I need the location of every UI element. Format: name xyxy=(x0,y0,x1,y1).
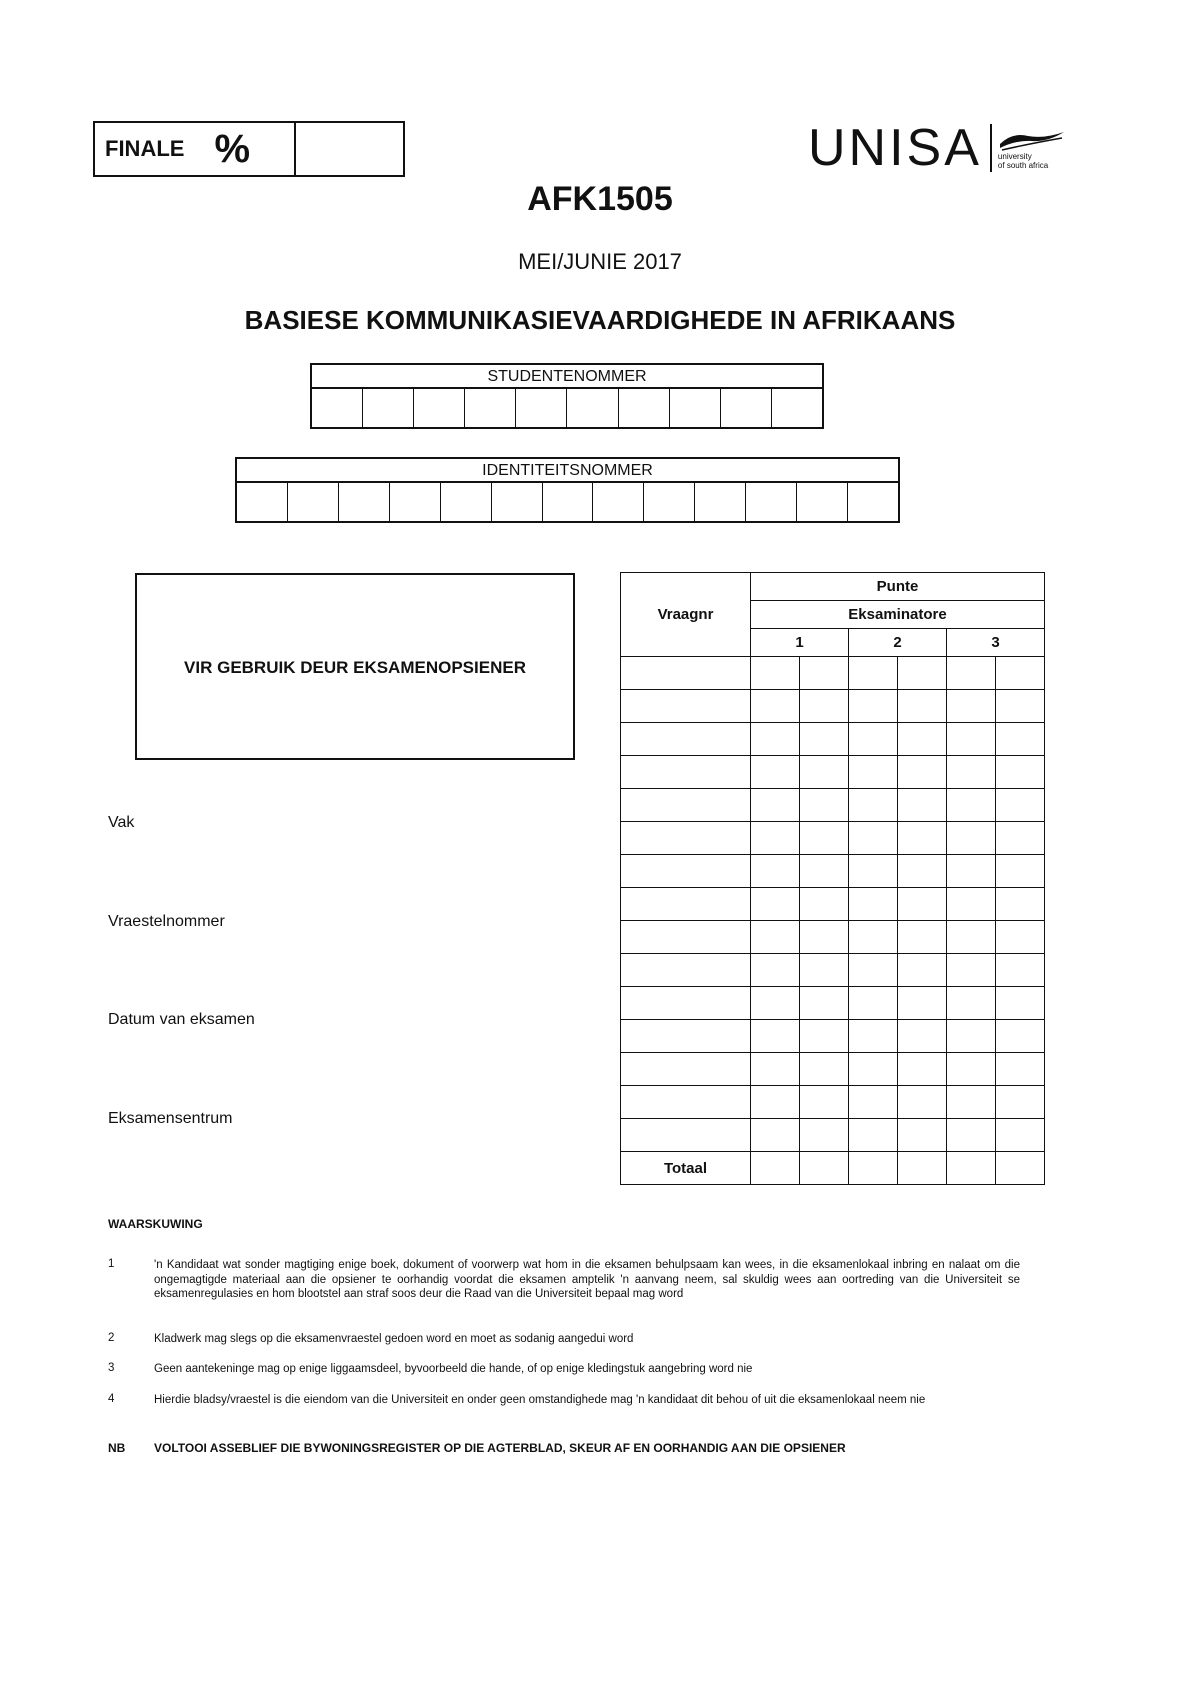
question-number-cell[interactable] xyxy=(621,954,751,987)
marks-row xyxy=(621,1020,1045,1053)
id-number-digit[interactable] xyxy=(797,483,848,521)
mark-cell[interactable] xyxy=(898,822,947,855)
mark-cell[interactable] xyxy=(849,921,898,954)
id-number-digit[interactable] xyxy=(644,483,695,521)
mark-cell[interactable] xyxy=(947,1020,996,1053)
warning-item-number: 2 xyxy=(108,1332,115,1344)
warning-item-text: 'n Kandidaat wat sonder magtiging enige boek, dokument of voorwerp wat hom in die eksamen behulpsaam kan wees, in die eksamenlokaal inbring en nalaat om die ongemagtigde materiaal aan die opsiener te oorhandig voordat die eksamen amptelik 'n aanvang neem, sal skuldig wees aan oortreding van die Universiteit se eksamenregulasies en hom blootstel aan straf soos deur die Raad van die Universiteit bepaal mag word xyxy=(154,1259,1020,1300)
mark-cell[interactable] xyxy=(751,1020,800,1053)
mark-cell[interactable] xyxy=(751,1119,800,1152)
mark-cell[interactable] xyxy=(800,1086,849,1119)
id-number-label: IDENTITEITSNOMMER xyxy=(237,459,898,483)
student-number-digit[interactable] xyxy=(465,389,516,427)
total-mark-cell[interactable] xyxy=(800,1152,849,1185)
marks-row xyxy=(621,1119,1045,1152)
percent-sign: % xyxy=(214,126,251,171)
logo-subtitle-2: of south africa xyxy=(997,161,1049,170)
final-mark-box xyxy=(93,121,405,177)
warning-item-number: 3 xyxy=(108,1362,115,1374)
id-number-digit[interactable] xyxy=(543,483,594,521)
warning-item-text: Geen aantekeninge mag op enige liggaamsdeel, byvoorbeeld die hande, of op enige kledingstuk aangebring word nie xyxy=(154,1363,753,1375)
mark-cell[interactable] xyxy=(996,921,1045,954)
mark-cell[interactable] xyxy=(947,789,996,822)
marks-row xyxy=(621,657,1045,690)
mark-cell[interactable] xyxy=(898,657,947,690)
subject-label: Vak xyxy=(108,814,135,831)
mark-cell[interactable] xyxy=(849,1020,898,1053)
mark-cell[interactable] xyxy=(751,723,800,756)
mark-cell[interactable] xyxy=(947,855,996,888)
mark-cell[interactable] xyxy=(800,1119,849,1152)
mark-cell[interactable] xyxy=(800,987,849,1020)
marks-row xyxy=(621,690,1045,723)
id-number-digit[interactable] xyxy=(288,483,339,521)
mark-cell[interactable] xyxy=(996,822,1045,855)
student-number-digit[interactable] xyxy=(772,389,822,427)
mark-cell[interactable] xyxy=(947,690,996,723)
final-mark-input[interactable] xyxy=(296,123,403,175)
course-title: BASIESE KOMMUNIKASIEVAARDIGHEDE IN AFRIKAANS xyxy=(244,305,956,335)
mark-cell[interactable] xyxy=(751,954,800,987)
nb-text: VOLTOOI ASSEBLIEF DIE BYWONINGSREGISTER OP DIE AGTERBLAD, SKEUR AF EN OORHANDIG AAN DIE OPSIENER xyxy=(154,1441,846,1455)
marks-row xyxy=(621,1053,1045,1086)
mark-cell[interactable] xyxy=(751,756,800,789)
warning-item-number: 1 xyxy=(108,1258,115,1270)
mark-cell[interactable] xyxy=(751,1053,800,1086)
warning-item-text: Kladwerk mag slegs op die eksamenvraestel gedoen word en moet as sodanig aangedui word xyxy=(154,1333,634,1345)
mark-cell[interactable] xyxy=(800,690,849,723)
marks-row xyxy=(621,888,1045,921)
mark-cell[interactable] xyxy=(996,756,1045,789)
mark-cell[interactable] xyxy=(751,921,800,954)
warning-item-number: 4 xyxy=(108,1393,115,1405)
logo-wordmark: UNISA xyxy=(808,119,982,177)
student-number-digit[interactable] xyxy=(567,389,618,427)
mark-cell[interactable] xyxy=(898,1053,947,1086)
mark-cell[interactable] xyxy=(947,1053,996,1086)
invigilator-label: VIR GEBRUIK DEUR EKSAMENOPSIENER xyxy=(184,658,526,677)
id-number-digit[interactable] xyxy=(848,483,898,521)
mark-cell[interactable] xyxy=(800,1020,849,1053)
mark-cell[interactable] xyxy=(800,657,849,690)
exam-centre-label: Eksamensentrum xyxy=(108,1110,233,1127)
unisa-logo xyxy=(808,118,1068,178)
mark-cell[interactable] xyxy=(751,789,800,822)
marks-row xyxy=(621,756,1045,789)
mark-cell[interactable] xyxy=(800,822,849,855)
mark-cell[interactable] xyxy=(751,855,800,888)
mark-cell[interactable] xyxy=(996,987,1045,1020)
question-number-cell[interactable] xyxy=(621,888,751,921)
mark-cell[interactable] xyxy=(800,1053,849,1086)
mark-cell[interactable] xyxy=(996,1119,1045,1152)
marks-row xyxy=(621,855,1045,888)
student-number-digit[interactable] xyxy=(619,389,670,427)
id-number-digit[interactable] xyxy=(593,483,644,521)
mark-cell[interactable] xyxy=(751,1086,800,1119)
mark-cell[interactable] xyxy=(898,1086,947,1119)
logo-divider xyxy=(990,124,992,172)
student-number-digit[interactable] xyxy=(312,389,363,427)
id-number-digit[interactable] xyxy=(339,483,390,521)
question-number-cell[interactable] xyxy=(621,789,751,822)
question-number-cell[interactable] xyxy=(621,723,751,756)
mark-cell[interactable] xyxy=(947,921,996,954)
mark-cell[interactable] xyxy=(800,855,849,888)
logo-bird-icon xyxy=(998,126,1068,152)
mark-cell[interactable] xyxy=(751,690,800,723)
mark-cell[interactable] xyxy=(849,1119,898,1152)
question-number-cell[interactable] xyxy=(621,921,751,954)
marks-table xyxy=(620,572,1045,1185)
marks-row xyxy=(621,789,1045,822)
mark-cell[interactable] xyxy=(898,756,947,789)
mark-cell[interactable] xyxy=(800,723,849,756)
question-number-cell[interactable] xyxy=(621,855,751,888)
student-number-digit[interactable] xyxy=(516,389,567,427)
mark-cell[interactable] xyxy=(898,723,947,756)
question-number-cell[interactable] xyxy=(621,1086,751,1119)
marks-row xyxy=(621,921,1045,954)
final-label: FINALE xyxy=(105,136,185,161)
mark-cell[interactable] xyxy=(898,690,947,723)
marks-header: Punte xyxy=(751,573,1045,601)
mark-cell[interactable] xyxy=(849,888,898,921)
mark-cell[interactable] xyxy=(898,987,947,1020)
warning-heading: WAARSKUWING xyxy=(108,1217,203,1231)
mark-cell[interactable] xyxy=(947,822,996,855)
total-label: Totaal xyxy=(621,1152,751,1185)
marks-row xyxy=(621,723,1045,756)
mark-cell[interactable] xyxy=(800,789,849,822)
id-number-digit[interactable] xyxy=(746,483,797,521)
id-number-digit[interactable] xyxy=(237,483,288,521)
paper-number-label: Vraestelnommer xyxy=(108,913,225,930)
question-number-cell[interactable] xyxy=(621,987,751,1020)
mark-cell[interactable] xyxy=(898,855,947,888)
total-mark-cell[interactable] xyxy=(751,1152,800,1185)
warning-item-text: Hierdie bladsy/vraestel is die eiendom van die Universiteit en onder geen omstandighede mag 'n kandidaat dit behou of uit die eksamenlokaal neem nie xyxy=(154,1394,926,1406)
mark-cell[interactable] xyxy=(996,1053,1045,1086)
mark-cell[interactable] xyxy=(849,657,898,690)
mark-cell[interactable] xyxy=(849,723,898,756)
mark-cell[interactable] xyxy=(947,888,996,921)
mark-cell[interactable] xyxy=(849,822,898,855)
id-number-digit[interactable] xyxy=(492,483,543,521)
mark-cell[interactable] xyxy=(947,1119,996,1152)
question-number-cell[interactable] xyxy=(621,657,751,690)
mark-cell[interactable] xyxy=(898,954,947,987)
course-code: AFK1505 xyxy=(527,180,673,218)
mark-cell[interactable] xyxy=(849,789,898,822)
mark-cell[interactable] xyxy=(849,954,898,987)
marks-row xyxy=(621,987,1045,1020)
mark-cell[interactable] xyxy=(751,888,800,921)
mark-cell[interactable] xyxy=(996,789,1045,822)
total-mark-cell[interactable] xyxy=(947,1152,996,1185)
mark-cell[interactable] xyxy=(898,921,947,954)
examiners-header: Eksaminatore xyxy=(751,601,1045,629)
mark-cell[interactable] xyxy=(800,888,849,921)
mark-cell[interactable] xyxy=(800,921,849,954)
mark-cell[interactable] xyxy=(947,1086,996,1119)
question-number-cell[interactable] xyxy=(621,1053,751,1086)
student-number-digit[interactable] xyxy=(721,389,772,427)
total-row xyxy=(621,1152,1045,1185)
mark-cell[interactable] xyxy=(947,657,996,690)
total-mark-cell[interactable] xyxy=(849,1152,898,1185)
mark-cell[interactable] xyxy=(898,888,947,921)
mark-cell[interactable] xyxy=(751,657,800,690)
total-mark-cell[interactable] xyxy=(996,1152,1045,1185)
mark-cell[interactable] xyxy=(947,756,996,789)
logo-emblem xyxy=(998,126,1068,170)
mark-cell[interactable] xyxy=(898,1020,947,1053)
mark-cell[interactable] xyxy=(996,855,1045,888)
student-number-digit[interactable] xyxy=(363,389,414,427)
student-number-digit[interactable] xyxy=(414,389,465,427)
mark-cell[interactable] xyxy=(849,855,898,888)
question-number-cell[interactable] xyxy=(621,1020,751,1053)
marks-row xyxy=(621,822,1045,855)
logo-subtitle-1: university xyxy=(997,152,1032,161)
mark-cell[interactable] xyxy=(849,1053,898,1086)
mark-cell[interactable] xyxy=(947,723,996,756)
id-number-digit[interactable] xyxy=(390,483,441,521)
mark-cell[interactable] xyxy=(800,954,849,987)
student-number-label: STUDENTENOMMER xyxy=(312,365,822,389)
mark-cell[interactable] xyxy=(751,987,800,1020)
exam-session: MEI/JUNIE 2017 xyxy=(518,249,682,274)
total-mark-cell[interactable] xyxy=(898,1152,947,1185)
examiner-number: 1 xyxy=(751,629,849,657)
mark-cell[interactable] xyxy=(898,789,947,822)
mark-cell[interactable] xyxy=(996,723,1045,756)
examiner-number: 3 xyxy=(947,629,1045,657)
mark-cell[interactable] xyxy=(751,822,800,855)
mark-cell[interactable] xyxy=(947,987,996,1020)
question-number-cell[interactable] xyxy=(621,756,751,789)
question-number-header: Vraagnr xyxy=(621,573,751,657)
mark-cell[interactable] xyxy=(800,756,849,789)
question-number-cell[interactable] xyxy=(621,690,751,723)
mark-cell[interactable] xyxy=(996,1020,1045,1053)
student-number-box xyxy=(310,363,824,429)
mark-cell[interactable] xyxy=(996,954,1045,987)
mark-cell[interactable] xyxy=(849,690,898,723)
final-mark-label-cell xyxy=(95,123,296,175)
marks-row xyxy=(621,954,1045,987)
examiner-number: 2 xyxy=(849,629,947,657)
invigilator-box xyxy=(135,573,575,760)
mark-cell[interactable] xyxy=(849,987,898,1020)
mark-cell[interactable] xyxy=(996,690,1045,723)
exam-date-label: Datum van eksamen xyxy=(108,1011,255,1028)
mark-cell[interactable] xyxy=(947,954,996,987)
nb-label: NB xyxy=(108,1441,126,1455)
id-number-digit[interactable] xyxy=(695,483,746,521)
mark-cell[interactable] xyxy=(849,756,898,789)
id-number-box xyxy=(235,457,900,523)
marks-row xyxy=(621,1086,1045,1119)
id-number-digit[interactable] xyxy=(441,483,492,521)
mark-cell[interactable] xyxy=(898,1119,947,1152)
question-number-cell[interactable] xyxy=(621,822,751,855)
mark-cell[interactable] xyxy=(849,1086,898,1119)
mark-cell[interactable] xyxy=(996,1086,1045,1119)
mark-cell[interactable] xyxy=(996,657,1045,690)
student-number-digit[interactable] xyxy=(670,389,721,427)
mark-cell[interactable] xyxy=(996,888,1045,921)
question-number-cell[interactable] xyxy=(621,1119,751,1152)
